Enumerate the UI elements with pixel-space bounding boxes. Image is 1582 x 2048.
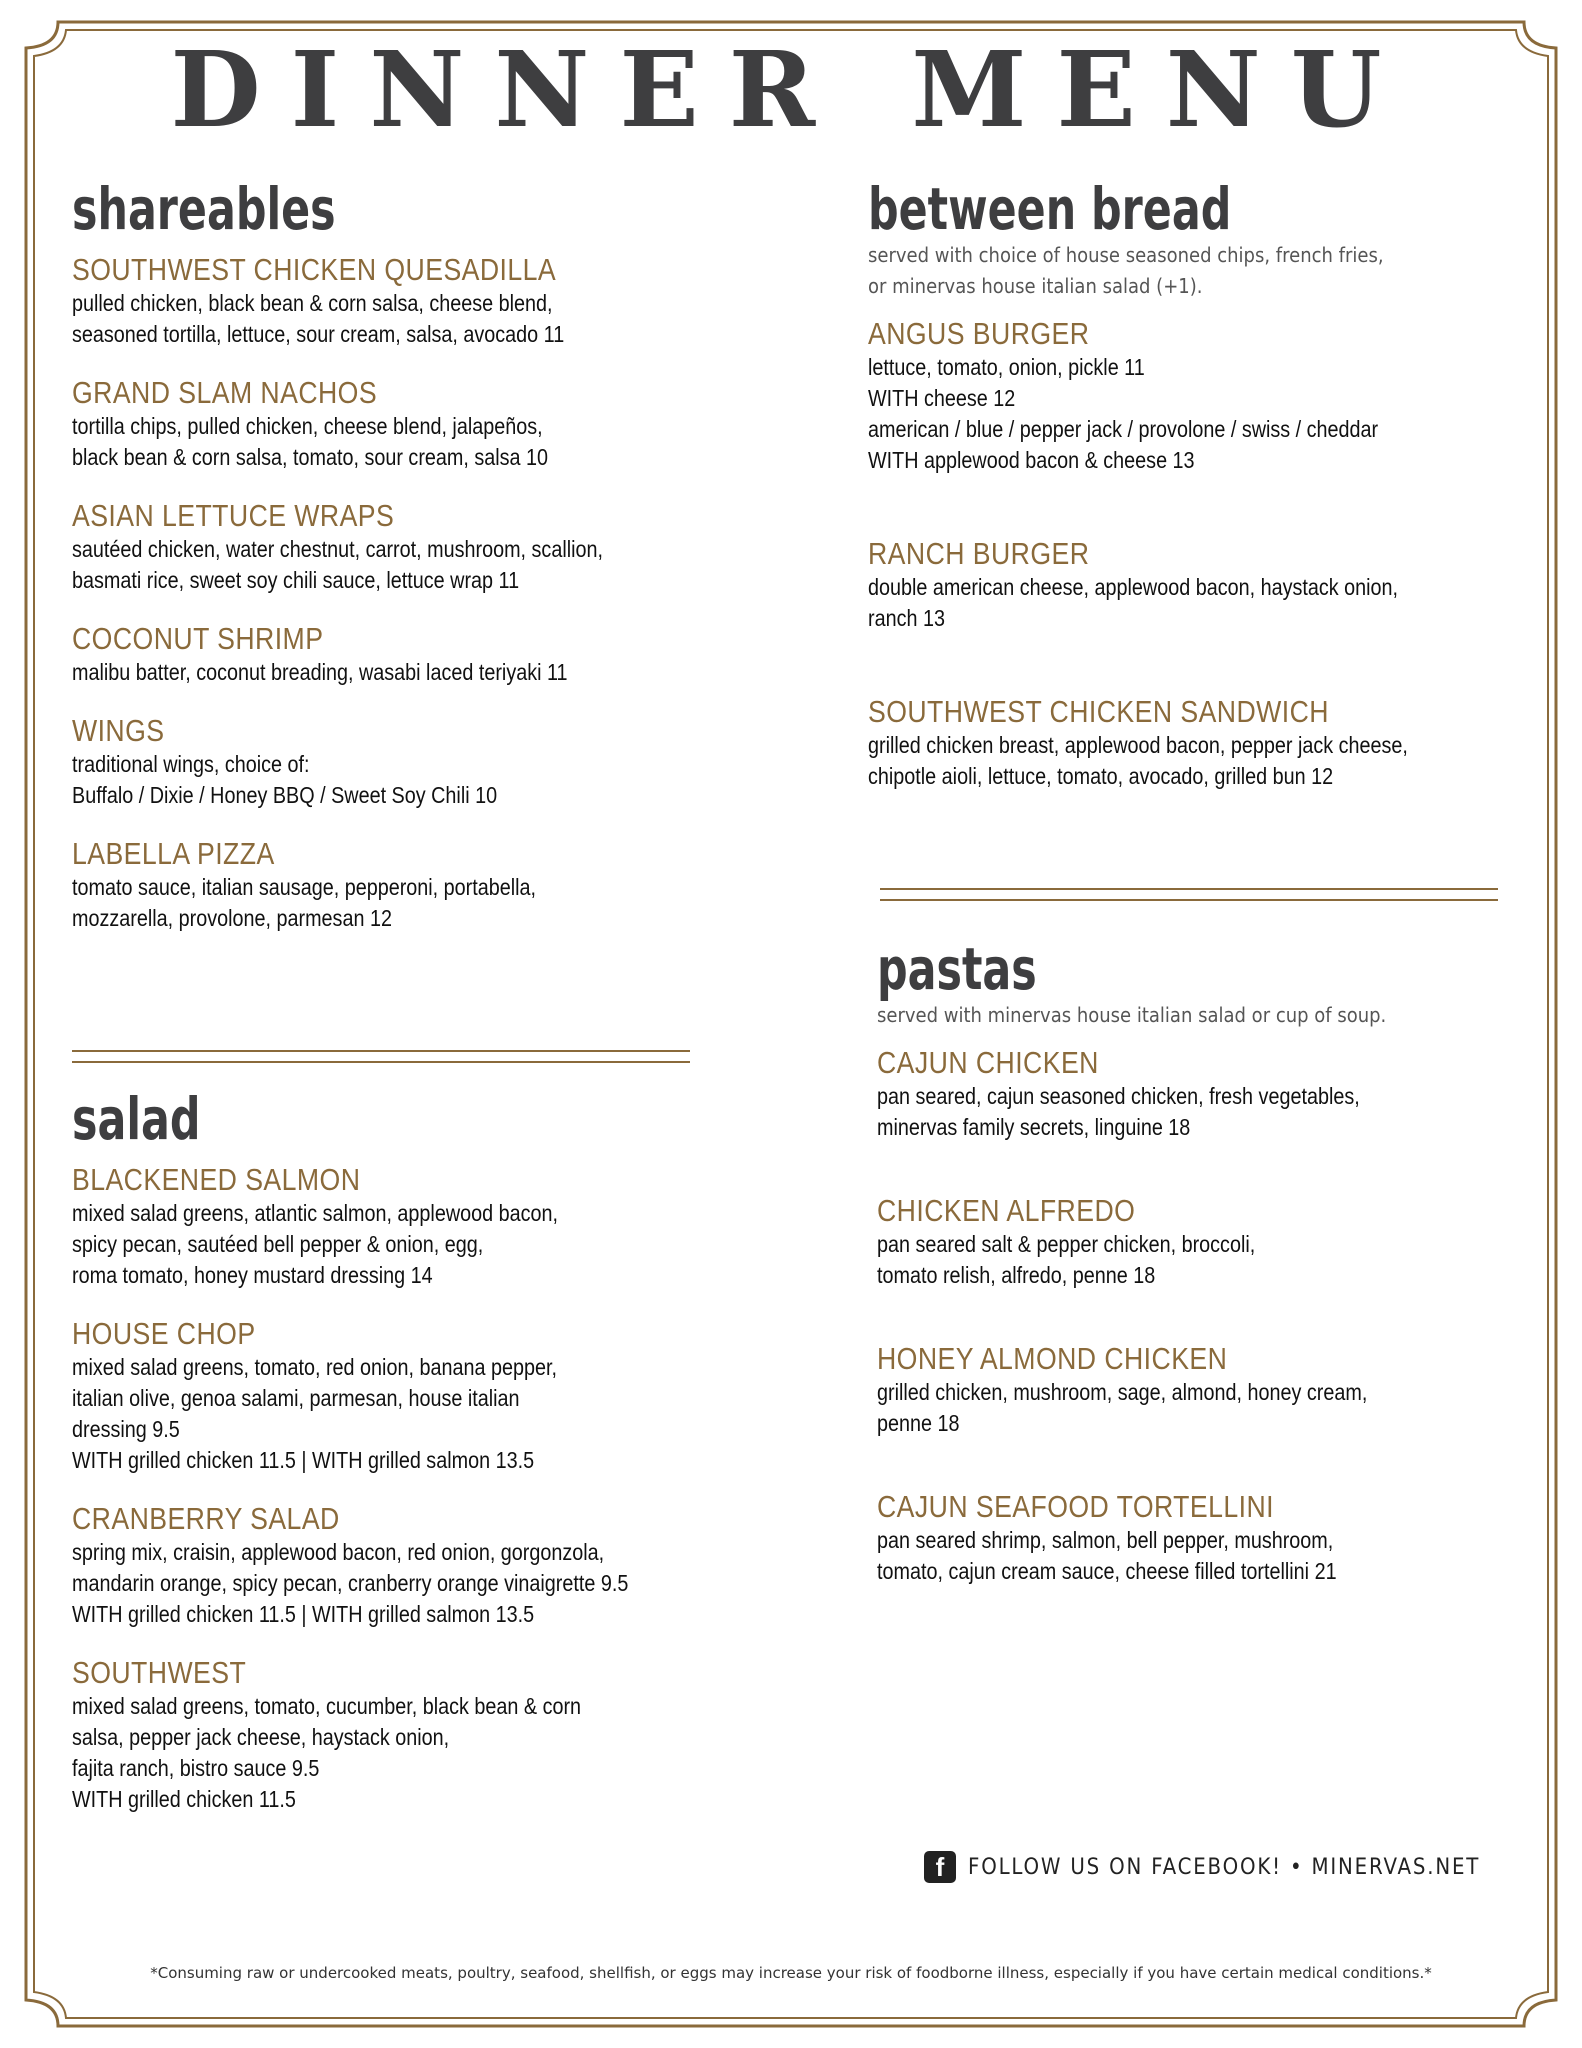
item-name: SOUTHWEST CHICKEN QUESADILLA — [72, 252, 557, 287]
section-heading-shareables: shareables — [72, 175, 336, 243]
item-description: mixed salad greens, atlantic salmon, applewood bacon, — [72, 1200, 559, 1226]
item-name: LABELLA PIZZA — [72, 836, 275, 871]
item-description: pan seared shrimp, salmon, bell pepper, mushroom, — [877, 1527, 1334, 1553]
menu-item — [868, 316, 1508, 476]
menu-title: DINNER MENU — [170, 28, 1412, 151]
between-bread-list — [868, 316, 1508, 792]
section-heading-salad: salad — [72, 1085, 201, 1153]
menu-item — [868, 536, 1508, 634]
item-description: grilled chicken, mushroom, sage, almond, honey cream, — [877, 1379, 1368, 1405]
menu-item — [868, 694, 1508, 792]
item-name: RANCH BURGER — [868, 536, 1090, 571]
item-description: grilled chicken breast, applewood bacon, pepper jack cheese, — [868, 732, 1408, 758]
item-description: seasoned tortilla, lettuce, sour cream, salsa, avocado 11 — [72, 321, 565, 347]
item-description: WITH cheese 12 — [868, 385, 1016, 411]
menu-item — [877, 1045, 1517, 1143]
item-description: penne 18 — [877, 1410, 960, 1436]
item-description: roma tomato, honey mustard dressing 14 — [72, 1262, 433, 1288]
social-follow-row[interactable] — [924, 1850, 1537, 1884]
item-description: fajita ranch, bistro sauce 9.5 — [72, 1755, 320, 1781]
item-description: sautéed chicken, water chestnut, carrot, mushroom, scallion, — [72, 536, 604, 562]
item-description: american / blue / pepper jack / provolone / swiss / cheddar — [868, 416, 1379, 442]
item-name: SOUTHWEST CHICKEN SANDWICH — [868, 694, 1329, 729]
item-description: mandarin orange, spicy pecan, cranberry orange vinaigrette 9.5 — [72, 1570, 629, 1596]
pastas-column — [877, 935, 1517, 1587]
menu-item — [72, 713, 732, 811]
menu-item — [877, 1193, 1517, 1291]
item-description: pan seared salt & pepper chicken, broccoli, — [877, 1231, 1256, 1257]
menu-item — [72, 498, 732, 596]
item-name: BLACKENED SALMON — [72, 1162, 361, 1197]
section-heading-pastas: pastas — [877, 935, 1037, 1003]
menu-item — [72, 375, 732, 473]
item-name: ASIAN LETTUCE WRAPS — [72, 498, 395, 533]
item-description: italian olive, genoa salami, parmesan, house italian — [72, 1385, 520, 1411]
menu-item — [72, 1501, 752, 1630]
item-description: black bean & corn salsa, tomato, sour cream, salsa 10 — [72, 444, 549, 470]
item-description: pan seared, cajun seasoned chicken, fresh vegetables, — [877, 1083, 1360, 1109]
menu-item — [72, 1655, 752, 1815]
item-description: salsa, pepper jack cheese, haystack onion, — [72, 1724, 450, 1750]
item-description: tortilla chips, pulled chicken, cheese blend, jalapeños, — [72, 413, 543, 439]
item-name: GRAND SLAM NACHOS — [72, 375, 378, 410]
item-name: SOUTHWEST — [72, 1655, 247, 1690]
section-divider — [72, 1050, 690, 1063]
section-subtitle: or minervas house italian salad (+1). — [868, 274, 1203, 298]
item-description: WITH grilled chicken 11.5 | WITH grilled salmon 13.5 — [72, 1601, 535, 1627]
item-description: mixed salad greens, tomato, cucumber, black bean & corn — [72, 1693, 582, 1719]
item-description: Buffalo / Dixie / Honey BBQ / Sweet Soy Chili 10 — [72, 782, 498, 808]
menu-item — [72, 836, 732, 934]
item-name: ANGUS BURGER — [868, 316, 1090, 351]
item-description: WITH grilled chicken 11.5 — [72, 1786, 296, 1812]
menu-item — [877, 1341, 1517, 1439]
section-subtitle: served with minervas house italian salad or cup of soup. — [877, 1003, 1387, 1027]
item-name: CAJUN SEAFOOD TORTELLINI — [877, 1489, 1274, 1524]
item-description: basmati rice, sweet soy chili sauce, lettuce wrap 11 — [72, 567, 520, 593]
salad-column — [72, 1085, 752, 1815]
item-description: WITH grilled chicken 11.5 | WITH grilled salmon 13.5 — [72, 1447, 535, 1473]
item-description: spring mix, craisin, applewood bacon, red onion, gorgonzola, — [72, 1539, 605, 1565]
item-description: spicy pecan, sautéed bell pepper & onion, egg, — [72, 1231, 484, 1257]
section-heading-between-bread: between bread — [868, 175, 1232, 243]
item-description: lettuce, tomato, onion, pickle 11 — [868, 354, 1145, 380]
shareables-list — [72, 252, 732, 934]
follow-link[interactable]: FOLLOW US ON FACEBOOK! • MINERVAS.NET — [968, 1854, 1481, 1880]
item-name: CAJUN CHICKEN — [877, 1045, 1099, 1080]
left-column — [72, 175, 732, 934]
food-safety-disclaimer: *Consuming raw or undercooked meats, poultry, seafood, shellfish, or eggs may increase your risk of foodborne illness, especially if you have certain medical conditions.* — [150, 1964, 1432, 1982]
salad-list — [72, 1162, 752, 1815]
item-description: dressing 9.5 — [72, 1416, 180, 1442]
section-divider — [880, 888, 1498, 901]
menu-item — [72, 1162, 752, 1291]
menu-item — [72, 252, 732, 350]
item-description: tomato, cajun cream sauce, cheese filled tortellini 21 — [877, 1558, 1337, 1584]
item-description: pulled chicken, black bean & corn salsa, cheese blend, — [72, 290, 553, 316]
item-description: minervas family secrets, linguine 18 — [877, 1114, 1191, 1140]
item-name: CHICKEN ALFREDO — [877, 1193, 1136, 1228]
item-description: chipotle aioli, lettuce, tomato, avocado, grilled bun 12 — [868, 763, 1334, 789]
item-name: HOUSE CHOP — [72, 1316, 256, 1351]
item-name: HONEY ALMOND CHICKEN — [877, 1341, 1228, 1376]
item-description: mozzarella, provolone, parmesan 12 — [72, 905, 392, 931]
facebook-icon[interactable]: f — [924, 1851, 956, 1883]
item-description: ranch 13 — [868, 605, 945, 631]
menu-item — [877, 1489, 1517, 1587]
item-description: traditional wings, choice of: — [72, 751, 310, 777]
item-description: tomato relish, alfredo, penne 18 — [877, 1262, 1156, 1288]
menu-item — [72, 1316, 752, 1476]
right-column — [868, 175, 1508, 792]
menu-item — [72, 621, 732, 688]
section-subtitle: served with choice of house seasoned chips, french fries, — [868, 243, 1384, 267]
item-description: WITH applewood bacon & cheese 13 — [868, 447, 1195, 473]
item-description: double american cheese, applewood bacon, haystack onion, — [868, 574, 1399, 600]
item-name: COCONUT SHRIMP — [72, 621, 324, 656]
item-description: mixed salad greens, tomato, red onion, banana pepper, — [72, 1354, 557, 1380]
item-description: tomato sauce, italian sausage, pepperoni, portabella, — [72, 874, 537, 900]
pastas-list — [877, 1045, 1517, 1587]
item-name: WINGS — [72, 713, 165, 748]
item-name: CRANBERRY SALAD — [72, 1501, 340, 1536]
item-description: malibu batter, coconut breading, wasabi laced teriyaki 11 — [72, 659, 568, 685]
